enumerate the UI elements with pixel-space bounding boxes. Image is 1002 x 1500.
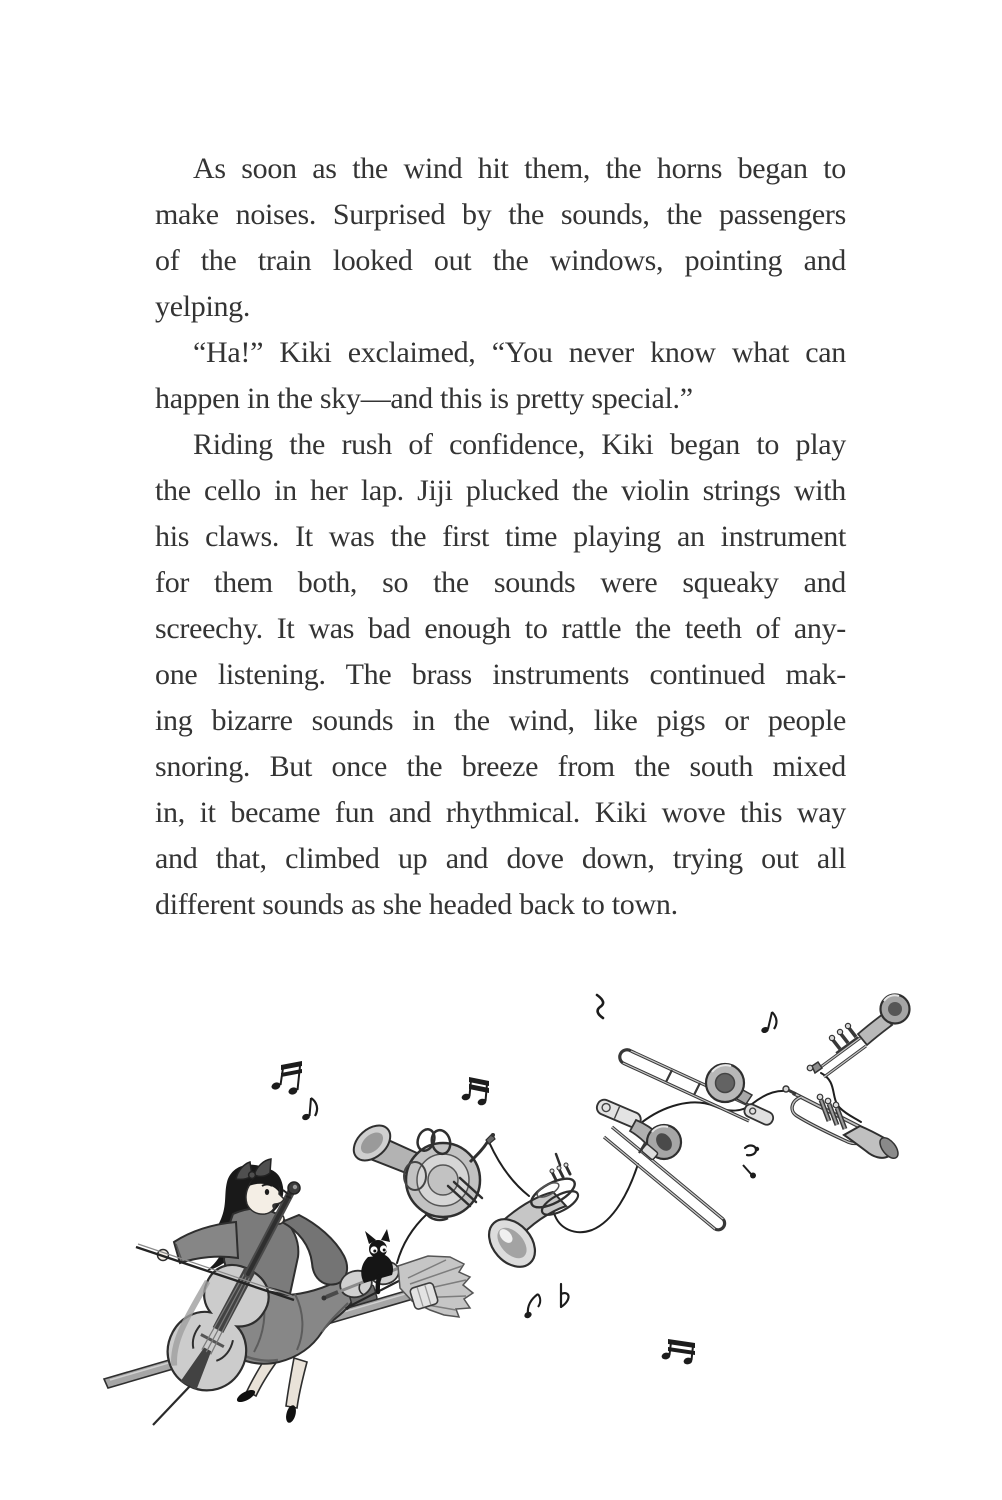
mouth xyxy=(272,1204,276,1209)
music-note-beamed-pair xyxy=(271,1061,302,1096)
music-note-beamed-pair xyxy=(461,1077,489,1106)
text-line: in, it became fun and rhythmical. Kiki wove this way xyxy=(155,796,846,829)
text-line: and that, climbed up and dove down, trying out all xyxy=(155,842,846,875)
trumpet-lower xyxy=(783,1086,902,1161)
cello-endpin xyxy=(153,1386,190,1425)
sleeve-right xyxy=(174,1222,238,1263)
text-line: happen in the sky—and this is pretty special.” xyxy=(155,382,693,415)
text-line: ing bizarre sounds in the wind, like pigs or people xyxy=(155,704,846,737)
music-note-eighth xyxy=(760,1012,776,1034)
music-note-eighth xyxy=(301,1098,317,1121)
flugelhorn xyxy=(480,1154,582,1276)
text-line: his claws. It was the first time playing an instrument xyxy=(155,520,846,553)
paragraph xyxy=(155,146,846,330)
text-line: snoring. But once the breeze from the south mixed xyxy=(155,750,846,783)
text-line: As soon as the wind hit them, the horns began to xyxy=(193,152,846,185)
text-line: Riding the rush of confidence, Kiki began to play xyxy=(193,428,846,461)
flat-symbol xyxy=(561,1284,569,1307)
trumpet-upper xyxy=(807,995,909,1078)
leg-right xyxy=(286,1358,307,1408)
trombone-lower xyxy=(595,1098,725,1230)
text-line: the cello in her lap. Jiji plucked the violin strings with xyxy=(155,474,846,507)
music-note-beamed-pair xyxy=(661,1339,695,1365)
text-line: different sounds as she headed back to town. xyxy=(155,888,678,921)
text-line: make noises. Surprised by the sounds, the passengers xyxy=(155,198,846,231)
paragraph xyxy=(155,330,846,422)
eye xyxy=(265,1189,269,1195)
text-line: of the train looked out the windows, pointing and xyxy=(155,244,846,277)
text-line: yelping. xyxy=(155,290,251,323)
quarter-rest xyxy=(597,995,603,1018)
text-line: screechy. It was bad enough to rattle the teeth of any- xyxy=(155,612,846,645)
trombone-upper xyxy=(620,1050,775,1127)
kiki-witch xyxy=(136,1159,353,1425)
text-line: “Ha!” Kiki exclaimed, “You never know what can xyxy=(193,336,846,369)
eighth-rest-and-note xyxy=(743,1146,759,1179)
music-note-eighth xyxy=(523,1294,540,1319)
text-line: one listening. The brass instruments continued mak- xyxy=(155,658,846,691)
french-horn xyxy=(347,1119,495,1220)
broom-bristles xyxy=(398,1256,473,1317)
text-block xyxy=(155,146,846,928)
text-line: for them both, so the sounds were squeaky and xyxy=(155,566,846,599)
illustration-kiki-and-instruments xyxy=(0,975,1002,1445)
paragraph xyxy=(155,422,846,928)
